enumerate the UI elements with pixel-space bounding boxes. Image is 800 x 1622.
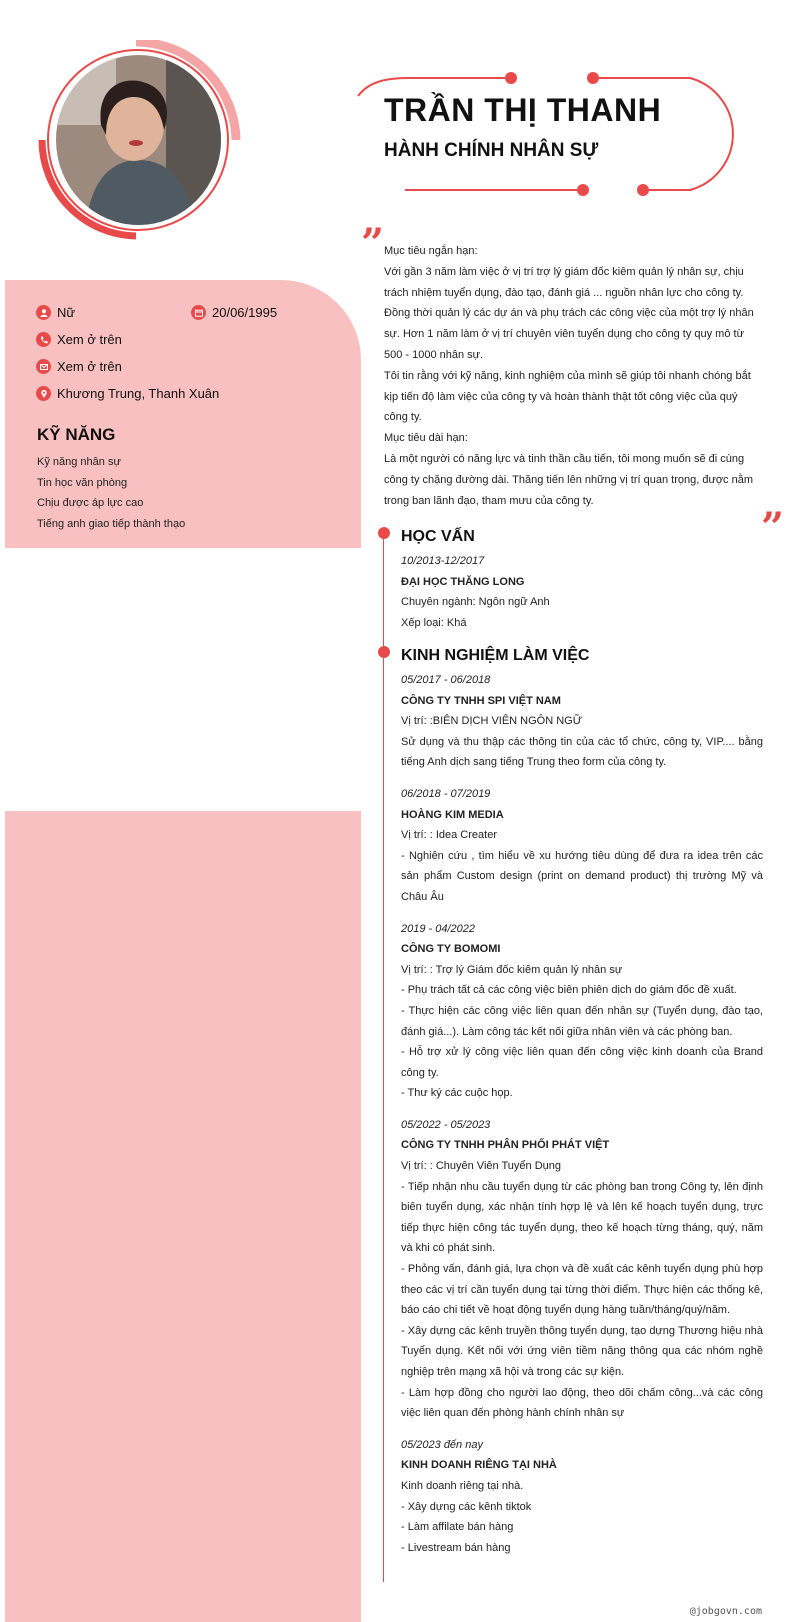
address-value: Khương Trung, Thanh Xuân: [57, 386, 220, 401]
job-detail: - Thư ký các cuộc họp.: [401, 1087, 513, 1100]
short-term-text: Với gần 3 năm làm việc ở vị trí trợ lý giám đốc kiêm quản lý nhân sự, chịu trách nhiệm tuyển dụng, đào tạo, đánh giá ... nguồn nhân lực cho công ty. Đồng thời quản lý các dự án và phụ trách các công việc của một trợ lý nhân sự. Hơn 1 năm làm ở vị trí chuyên viên tuyển dụng cho công ty quy mô từ 500 - 1000 nhân sự.: [384, 265, 754, 361]
education-heading: HỌC VẤN: [401, 528, 475, 545]
calendar-icon: [191, 305, 206, 320]
job-entry: [401, 919, 763, 1104]
job-detail: - Xây dựng các kênh tiktok: [401, 1500, 532, 1513]
job-detail: - Livestream bán hàng: [401, 1541, 511, 1554]
job-date: 05/2017 - 06/2018: [401, 674, 491, 686]
company-name: HOÀNG KIM MEDIA: [401, 808, 504, 821]
skills-heading: KỸ NĂNG: [37, 425, 116, 444]
short-term-label: Mục tiêu ngắn hạn:: [384, 245, 478, 257]
timeline-line: [383, 530, 384, 1582]
school-name: ĐẠI HỌC THĂNG LONG: [401, 575, 525, 588]
job-position: Vị trí: :BIÊN DỊCH VIÊN NGÔN NGỮ: [401, 715, 583, 728]
education-rank: Xếp loại: Khá: [401, 616, 467, 629]
skill-item: Tin học văn phòng: [37, 477, 128, 489]
quote-open-icon: ”: [361, 220, 385, 267]
timeline-dot: [378, 646, 390, 658]
job-position: Vị trí: : Idea Creater: [401, 829, 497, 842]
job-detail: - Nghiên cứu , tìm hiểu về xu hướng tiêu dùng để đưa ra idea trên các sản phẩm Custom design (print on demand product) thị trường Mỹ và Châu Âu: [401, 849, 763, 903]
job-detail: - Thực hiện các công việc liên quan đến nhân sự (Tuyển dụng, đào tạo, đánh giá...). Làm công tác kết nối giữa nhân viên và các phòng ban.: [401, 1004, 763, 1038]
job-title: HÀNH CHÍNH NHÂN SỰ: [384, 140, 599, 161]
short-term-text-2: Tôi tin rằng với kỹ năng, kinh nghiệm của mình sẽ giúp tôi nhanh chóng bắt kịp tiến độ làm việc của công ty và hoàn thành thật tốt công việc của quý công ty.: [384, 369, 751, 424]
career-objective: [384, 241, 762, 511]
experience-list: [401, 670, 763, 1558]
phone-icon: [36, 332, 51, 347]
education-major: Chuyên ngành: Ngôn ngữ Anh: [401, 596, 550, 609]
mail-icon: [36, 359, 51, 374]
company-name: CÔNG TY TNHH SPI VIỆT NAM: [401, 694, 561, 707]
watermark: @jobgovn.com: [689, 1606, 762, 1617]
quote-close-icon: ”: [761, 504, 785, 551]
left-panel-bottom: [5, 811, 361, 1622]
job-position: Vị trí: : Trợ lý Giám đốc kiêm quản lý nhân sự: [401, 963, 623, 976]
job-detail: - Phụ trách tất cả các công việc biên phiên dịch do giám đốc đề xuất.: [401, 984, 737, 997]
long-term-label: Mục tiêu dài hạn:: [384, 432, 468, 445]
job-entry: [401, 1115, 763, 1424]
skill-item: Tiếng anh giao tiếp thành thạo: [37, 518, 186, 530]
profile-photo: [56, 55, 221, 225]
location-pin-icon: [36, 386, 51, 401]
timeline-dot: [378, 527, 390, 539]
job-detail: - Làm affilate bán hàng: [401, 1521, 514, 1534]
company-name: KINH DOANH RIÊNG TẠI NHÀ: [401, 1459, 557, 1472]
gender-value: Nữ: [57, 305, 76, 320]
birthday-row: [191, 305, 277, 320]
job-entry: [401, 1435, 763, 1559]
skill-item: Kỹ năng nhân sự: [37, 456, 121, 468]
avatar: [36, 40, 246, 250]
job-entry: [401, 784, 763, 908]
company-name: CÔNG TY TNHH PHÂN PHỐI PHÁT VIỆT: [401, 1139, 610, 1152]
experience-heading: KINH NGHIỆM LÀM VIỆC: [401, 647, 590, 664]
phone-row: [36, 332, 122, 347]
email-value: Xem ở trên: [57, 359, 122, 374]
job-detail: - Xây dựng các kênh truyền thông tuyển dụng, tạo dựng Thương hiệu nhà Tuyển dụng. Kết nối với ứng viên tiềm năng thông qua các nhóm nghề nghiệp trên mạng xã hội và trong các sự kiện.: [401, 1324, 763, 1378]
gender-row: [36, 305, 75, 320]
job-date: 05/2022 - 05/2023: [401, 1118, 491, 1131]
company-name: CÔNG TY BOMOMI: [401, 943, 501, 956]
header-frame: [350, 70, 760, 200]
candidate-name: TRẦN THỊ THANH: [384, 92, 662, 128]
birthday-value: 20/06/1995: [212, 305, 278, 320]
phone-value: Xem ở trên: [57, 332, 122, 347]
long-term-text: Là một người có năng lực và tinh thần cầu tiến, tôi mong muốn sẽ đi cùng công ty chặng đường dài. Thăng tiến lên những vị trí quan trọng, được nằm trong ban lãnh đạo, tham mưu của công ty.: [384, 452, 753, 507]
skill-item: Chịu được áp lực cao: [37, 497, 144, 509]
job-position: Vị trí: : Chuyên Viên Tuyển Dụng: [401, 1160, 561, 1173]
job-detail: - Làm hợp đồng cho người lao động, theo dõi chấm công...và các công việc liên quan đến phòng hành chính nhân sự: [401, 1386, 763, 1420]
job-date: 06/2018 - 07/2019: [401, 787, 491, 800]
job-position: Kinh doanh riêng tại nhà.: [401, 1479, 524, 1492]
job-date: 05/2023 đến nay: [401, 1438, 483, 1451]
job-detail: - Phỏng vấn, đánh giá, lựa chọn và đề xuất các kênh tuyển dụng phù hợp theo các vị trí cần tuyển dụng tại từng thời điểm. Thực hiện các thống kê, báo cáo chi tiết về hoạt động tuyển dụng hàng tuần/tháng/quý/năm.: [401, 1263, 763, 1317]
job-date: 2019 - 04/2022: [401, 922, 476, 935]
job-detail: - Hỗ trợ xử lý công việc liên quan đến công việc kinh doanh của Brand công ty.: [401, 1046, 763, 1079]
job-entry: [401, 670, 763, 773]
user-icon: [36, 305, 51, 320]
job-detail: - Tiếp nhận nhu cầu tuyển dụng từ các phòng ban trong Công ty, lên định biên tuyển dụng, xác nhận tính hợp lệ và lên kế hoạch tuyển dụng, trực tiếp thực hiện công tác tuyển dụng, theo kế hoạch từng tháng, quý, năm và khi có phát sinh.: [401, 1180, 763, 1255]
education-date: 10/2013-12/2017: [401, 555, 485, 567]
address-row: [36, 386, 219, 401]
education-block: [401, 551, 763, 633]
job-detail: Sử dụng và thu thập các thông tin của các tổ chức, công ty, VIP.... bằng tiếng Anh dịch sang tiếng Trung theo form của công ty.: [401, 735, 763, 769]
email-row: [36, 359, 122, 374]
